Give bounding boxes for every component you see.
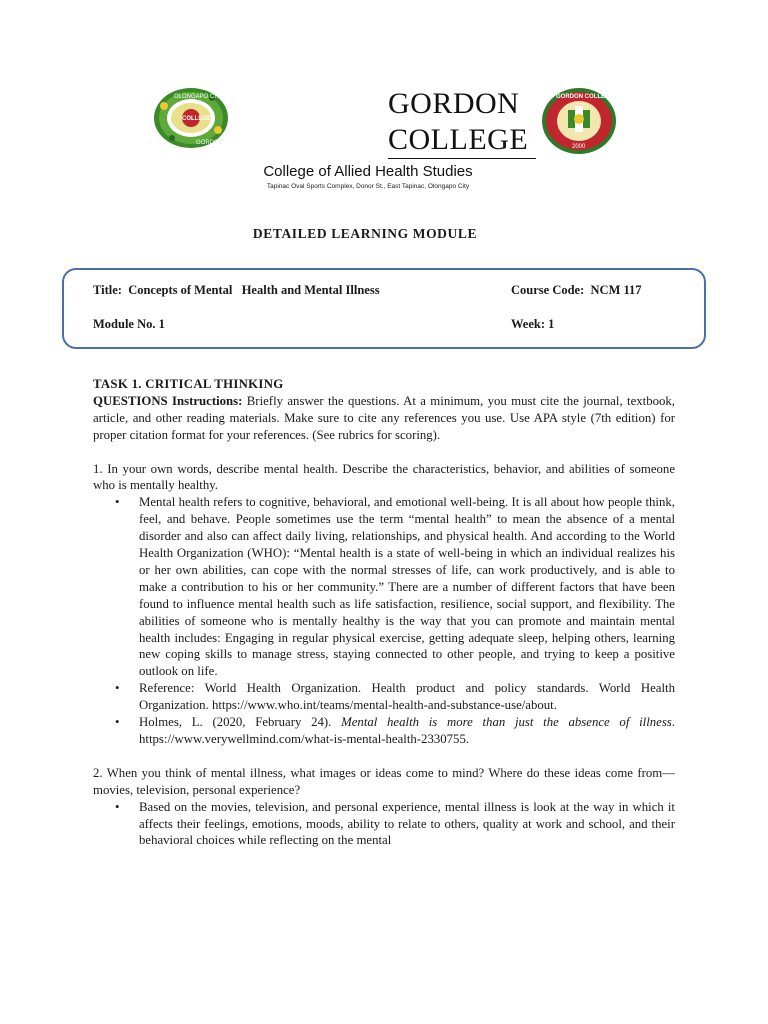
week-field	[511, 317, 554, 332]
answer-text: Mental health refers to cognitive, behavioral, and emotional well-being. It is all about how people think, feel, and behave. People sometimes use the term “mental health” to mean the absence of a mental disorder and also can affect daily living, relationships, and physical health. And according to the World Health Organization (WHO): “Mental health is a state of well-being in which an individual realizes his or her own abilities, can cope with the normal stresses of life, can work productively, and is able to make a contribution to his or her community.” There are a number of different factors that have been found to influence mental health such as life satisfaction, resilience, social support, and flexibility. The abilities of someone who is mentally healthy is the way that you can promote and maintain mental health includes: Engaging in regular physical exercise, getting adequate sleep, helping others, learning new coping skills to manage stress, staying connected to other people, and trying to keep a positive outlook on life.	[139, 495, 675, 679]
campus-address: Tapinac Oval Sports Complex, Donor St., East Tapinac, Olongapo City	[266, 183, 470, 190]
module-content	[93, 376, 675, 849]
bullet-icon: •	[115, 681, 120, 696]
title-value: Concepts of Mental Health and Mental Illness	[128, 283, 380, 297]
left-logo-text-center: COLLEGE	[182, 116, 212, 122]
left-logo-text-bottom: GORDON	[196, 140, 223, 146]
question-1: 1. In your own words, describe mental health. Describe the characteristics, behavior, and abilities of someone who is mentally healthy.	[93, 461, 675, 493]
right-logo-text-top: GORDON COLLEGE	[556, 94, 614, 100]
department-name: College of Allied Health Studies	[263, 163, 473, 180]
answer-text: Based on the movies, television, and personal experience, mental illness is look at the way in which it affects their feelings, emotions, moods, ability to relate to others, quality at work and school, and their behavioral choices while reflecting on the mental	[139, 799, 675, 848]
title-label: Title:	[93, 283, 122, 297]
instructions-paragraph	[93, 393, 675, 444]
title-field	[93, 283, 380, 298]
reference-prefix: Holmes, L. (2020, February 24).	[139, 715, 342, 730]
college-name-line1: GORDON	[388, 87, 520, 120]
task-heading: TASK 1. CRITICAL THINKING	[93, 377, 284, 391]
course-code-value: NCM 117	[590, 283, 642, 297]
instructions-label: QUESTIONS Instructions:	[93, 393, 243, 408]
left-college-seal-logo	[152, 86, 230, 150]
question-2: 2. When you think of mental illness, what images or ideas come to mind? Where do these ideas come from—movies, television, personal experience?	[93, 765, 675, 797]
reference-text: Reference: World Health Organization. Health product and policy standards. World Health Organization. https://www.who.int/teams/mental-health-and-substance-use/about.	[139, 681, 675, 713]
reference-title: Mental health is more than just the absence of illness	[341, 715, 672, 730]
list-item	[93, 799, 675, 850]
list-item	[93, 680, 675, 714]
course-code-field	[511, 283, 642, 298]
week-value: 1	[548, 317, 555, 331]
module-label: Module No.	[93, 317, 156, 331]
left-logo-text-top: OLONGAPO CITY	[174, 94, 224, 100]
module-title: DETAILED LEARNING MODULE	[252, 226, 478, 241]
list-item	[93, 494, 675, 680]
bullet-icon: •	[115, 495, 120, 510]
module-value: 1	[158, 317, 165, 331]
list-item	[93, 714, 675, 748]
module-number-field	[93, 317, 165, 332]
right-logo-text-year: 2000	[572, 144, 586, 150]
right-college-seal-logo	[540, 86, 618, 156]
instructions-text: Briefly answer the questions. At a minimum, you must cite the journal, textbook, article, and other reading materials. Make sure to cite any references you use. Use APA style (7th edition) for proper citation format for your references. (See rubrics for scoring).	[93, 393, 675, 442]
college-name	[388, 86, 548, 159]
college-name-line2: COLLEGE	[388, 122, 536, 159]
bullet-icon: •	[115, 799, 120, 814]
reference-suffix: . https://www.verywellmind.com/what-is-mental-health-2330755.	[139, 715, 675, 747]
course-code-label: Course Code:	[511, 283, 585, 297]
bullet-icon: •	[115, 715, 120, 730]
question-1-answers	[93, 494, 675, 748]
module-info-box	[62, 268, 706, 349]
week-label: Week:	[511, 317, 546, 331]
question-2-answers	[93, 799, 675, 850]
